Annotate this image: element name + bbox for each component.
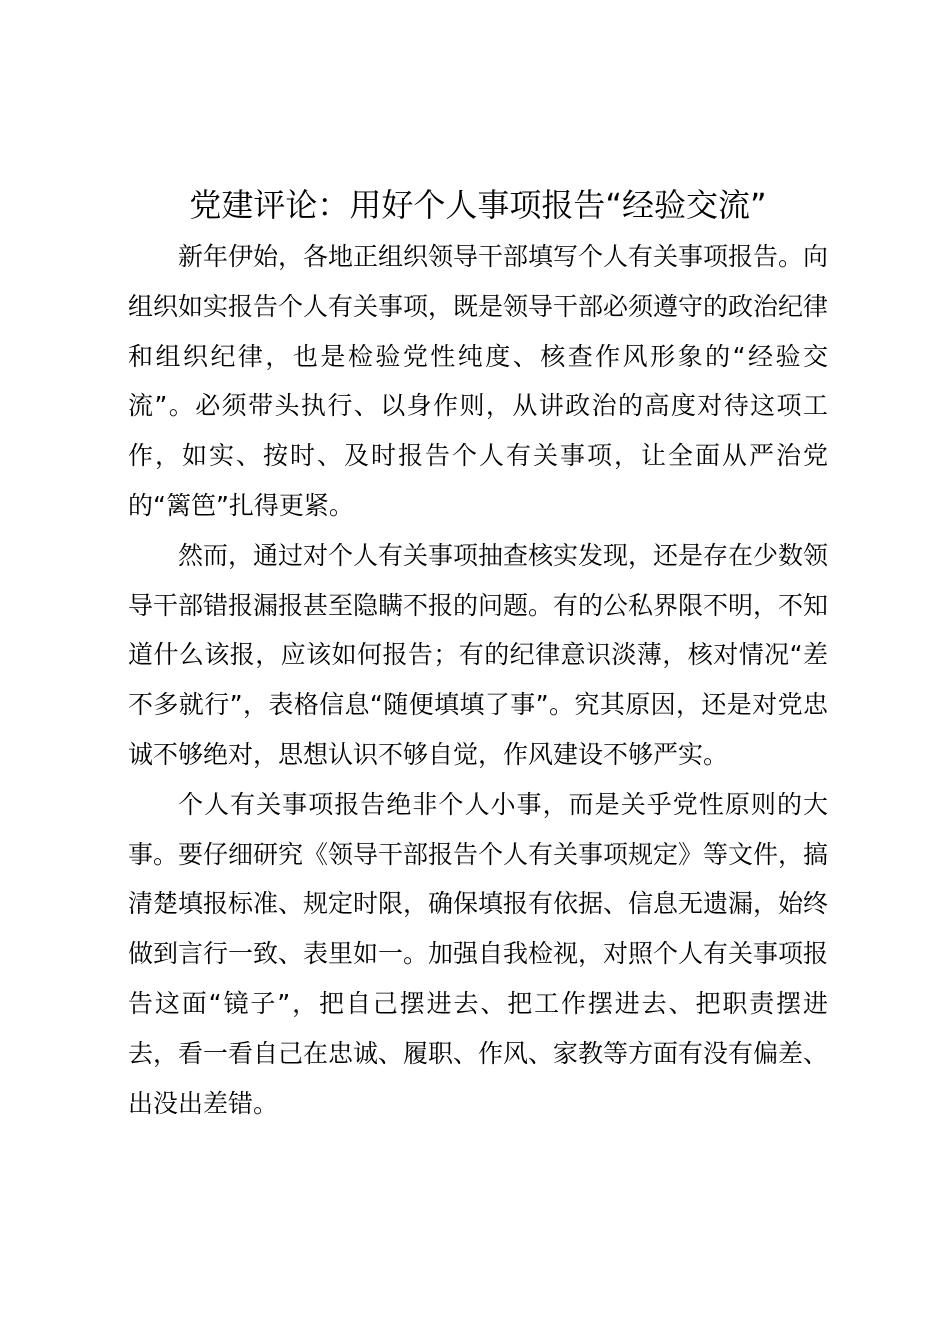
paragraph-1: 新年伊始，各地正组织领导干部填写个人有关事项报告。向组织如实报告个人有关事项，既是领导干部必须遵守的政治纪律和组织纪律，也是检验党性纯度、核查作风形象的“经验交流”。必须带头执行、以身作则，从讲政治的高度对待这项工作，如实、按时、及时报告个人有关事项，让全面从严治党的“篱笆”扎得更紧。: [128, 242, 829, 520]
paragraph-3: 个人有关事项报告绝非个人小事，而是关乎党性原则的大事。要仔细研究《领导干部报告个人有关事项规定》等文件，搞清楚填报标准、规定时限，确保填报有依据、信息无遗漏，始终做到言行一致、表里如一。加强自我检视，对照个人有关事项报告这面“镜子”，把自己摆进去、把工作摆进去、把职责摆进去，看一看自己在忠诚、履职、作风、家教等方面有没有偏差、出没出差错。: [128, 789, 829, 1118]
document-body: [128, 232, 828, 1128]
document-title: 党建评论：用好个人事项报告“经验交流”: [189, 186, 767, 224]
paragraph-2: 然而，通过对个人有关事项抽查核实发现，还是存在少数领导干部错报漏报甚至隐瞒不报的问题。有的公私界限不明，不知道什么该报，应该如何报告；有的纪律意识淡薄，核对情况“差不多就行”，表格信息“随便填填了事”。究其原因，还是对党忠诚不够绝对，思想认识不够自觉，作风建设不够严实。: [128, 540, 829, 769]
